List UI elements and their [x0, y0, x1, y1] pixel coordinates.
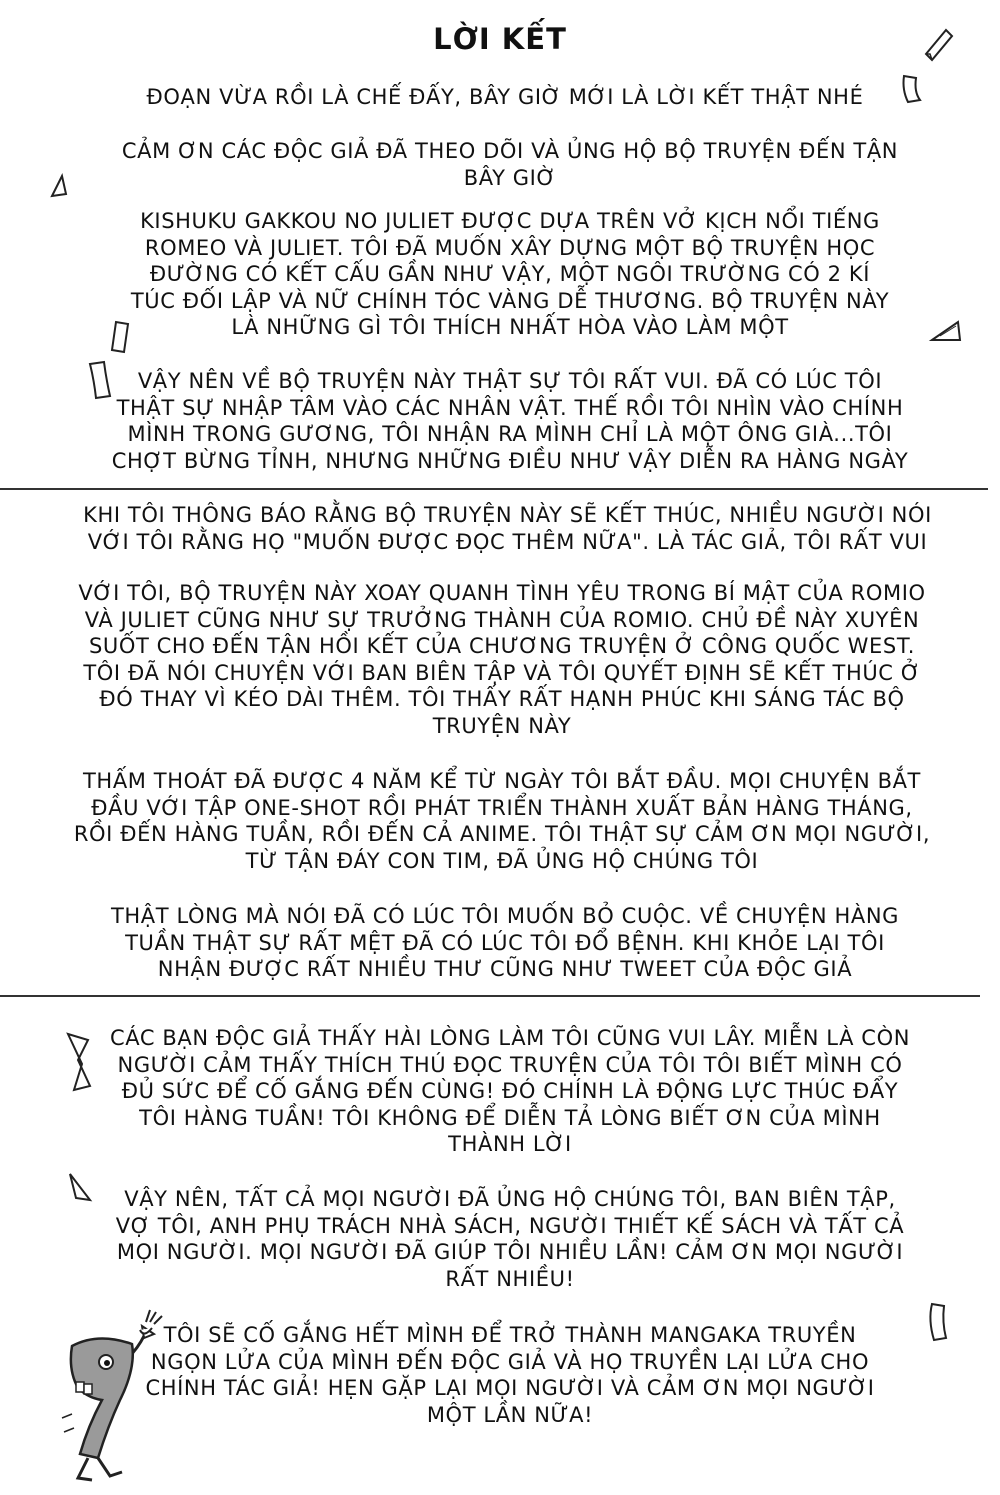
paper-scrap-icon: [928, 318, 964, 346]
paragraph-intro: ĐOẠN VỪA RỒI LÀ CHẾ ĐẤY, BÂY GIỜ MỚI LÀ LỜI KẾT THẬT NHÉ: [146, 85, 864, 109]
paper-scrap-icon: [924, 1300, 954, 1344]
paragraph-thanks-everyone: VẬY NÊN, TẤT CẢ MỌI NGƯỜI ĐÃ ỦNG HỘ CHÚNG TÔI, BAN BIÊN TẬP, VỢ TÔI, ANH PHỤ TRÁCH NHÀ SÁCH, NGƯỜI THIẾT KẾ SÁCH VÀ TẤT CẢ MỌI NGƯỜI. MỌI NGƯỜI ĐÃ GIÚP TÔI NHIỀU LẦN! CẢM ƠN MỌI NGƯỜI RẤT NHIỀU!: [115, 1187, 905, 1291]
section-divider-1: [0, 488, 988, 490]
paragraph-thanks: CẢM ƠN CÁC ĐỘC GIẢ ĐÃ THEO DÕI VÀ ỦNG HỘ BỘ TRUYỆN ĐẾN TẬN BÂY GIỜ: [121, 139, 899, 190]
section-divider-2: [0, 995, 980, 997]
paragraph-story-theme: VỚI TÔI, BỘ TRUYỆN NÀY XOAY QUANH TÌNH YÊU TRONG BÍ MẬT CỦA ROMIO VÀ JULIET CŨNG NHƯ SỰ TRƯỞNG THÀNH CỦA ROMIO. CHỦ ĐỀ NÀY XUYÊN SUỐT CHO ĐẾN TẬN HỒI KẾT CỦA CHƯƠNG TRUYỆN Ở CÔNG QUỐC WEST. TÔI ĐÃ NÓI CHUYỆN VỚI BAN BIÊN TẬP VÀ TÔI QUYẾT ĐỊNH SẼ KẾT THÚC Ở ĐÓ THAY VÌ KÉO DÀI THÊM. TÔI THẤY RẤT HẠNH PHÚC KHI SÁNG TÁC BỘ TRUYỆN NÀY: [78, 581, 926, 738]
paragraph-readers-joy: CÁC BẠN ĐỘC GIẢ THẤY HÀI LÒNG LÀM TÔI CŨNG VUI LÂY. MIỄN LÀ CÒN NGƯỜI CẢM THẤY THÍCH THÚ ĐỌC TRUYỆN CỦA TÔI TÔI BIẾT MÌNH CÓ ĐỦ SỨC ĐỂ CỐ GẮNG ĐẾN CÙNG! ĐÓ CHÍNH LÀ ĐỘNG LỰC THÚC ĐẨY TÔI HÀNG TUẦN! TÔI KHÔNG ĐỂ DIỄN TẢ LÒNG BIẾT ƠN CỦA MÌNH THÀNH LỜI: [109, 1026, 911, 1156]
paper-scrap-icon: [104, 318, 134, 354]
paragraph-immersion: VẬY NÊN VỀ BỘ TRUYỆN NÀY THẬT SỰ TÔI RẤT VUI. ĐÃ CÓ LÚC TÔI THẬT SỰ NHẬP TÂM VÀO CÁC NHÂN VẬT. THẾ RỒI TÔI NHÌN VÀO CHÍNH MÌNH TRONG GƯƠNG, TÔI NHẬN RA MÌNH CHỈ LÀ MỘT ÔNG GIÀ...TÔI CHỢT BỪNG TỈNH, NHƯNG NHỮNG ĐIỀU NHƯ VẬY DIỄN RA HÀNG NGÀY: [111, 369, 909, 473]
paragraph-giving-up: THẬT LÒNG MÀ NÓI ĐÃ CÓ LÚC TÔI MUỐN BỎ CUỘC. VỀ CHUYỆN HÀNG TUẦN THẬT SỰ RẤT MỆT ĐÃ CÓ LÚC TÔI ĐỔ BỆNH. KHI KHỎE LẠI TÔI NHẬN ĐƯỢC RẤT NHIỀU THƯ CŨNG NHƯ TWEET CỦA ĐỘC GIẢ: [110, 904, 900, 981]
paragraph-ending-announcement: KHI TÔI THÔNG BÁO RẰNG BỘ TRUYỆN NÀY SẼ KẾT THÚC, NHIỀU NGƯỜI NÓI VỚI TÔI RẰNG HỌ "MUỐN ĐƯỢC ĐỌC THÊM NỮA". LÀ TÁC GIẢ, TÔI RẤT VUI: [83, 503, 932, 554]
paper-scrap-icon: [918, 24, 958, 64]
paper-scrap-icon: [64, 1170, 94, 1206]
paper-scrap-icon: [62, 1030, 98, 1094]
mascot-character-icon: [58, 1308, 188, 1486]
paragraph-four-years: THẤM THOÁT ĐÃ ĐƯỢC 4 NĂM KỂ TỪ NGÀY TÔI BẮT ĐẦU. MỌI CHUYỆN BẮT ĐẦU VỚI TẬP ONE-SHOT RỒI PHÁT TRIỂN THÀNH XUẤT BẢN HÀNG THÁNG, RỒI ĐẾN HÀNG TUẦN, RỒI ĐẾN CẢ ANIME. TÔI THẬT SỰ CẢM ƠN MỌI NGƯỜI, TỪ TẬN ĐÁY CON TIM, ĐÃ ỦNG HỘ CHÚNG TÔI: [73, 769, 931, 873]
paper-scrap-icon: [48, 172, 74, 202]
paper-scrap-icon: [898, 72, 928, 108]
paragraph-inspiration: KISHUKU GAKKOU NO JULIET ĐƯỢC DỰA TRÊN VỞ KỊCH NỔI TIẾNG ROMEO VÀ JULIET. TÔI ĐÃ MUỐN XÂY DỰNG MỘT BỘ TRUYỆN HỌC ĐƯỜNG CÓ KẾT CẤU GẦN NHƯ VẬY, MỘT NGÔI TRƯỜNG CÓ 2 KÍ TÚC ĐỐI LẬP VÀ NỮ CHÍNH TÓC VÀNG DỄ THƯƠNG. BỘ TRUYỆN NÀY LÀ NHỮNG GÌ TÔI THÍCH NHẤT HÒA VÀO LÀM MỘT: [130, 209, 890, 339]
page-title: LỜI KẾT: [433, 22, 567, 56]
paragraph-closing: TÔI SẼ CỐ GẮNG HẾT MÌNH ĐỂ TRỞ THÀNH MANGAKA TRUYỀN NGỌN LỬA CỦA MÌNH ĐẾN ĐỘC GIẢ VÀ HỌ TRUYỀN LẠI LỬA CHO CHÍNH TÁC GIẢ! HẸN GẶP LẠI MỌI NGƯỜI VÀ CẢM ƠN MỌI NGƯỜI MỘT LẦN NỮA!: [145, 1323, 875, 1427]
paper-scrap-icon: [84, 358, 116, 402]
